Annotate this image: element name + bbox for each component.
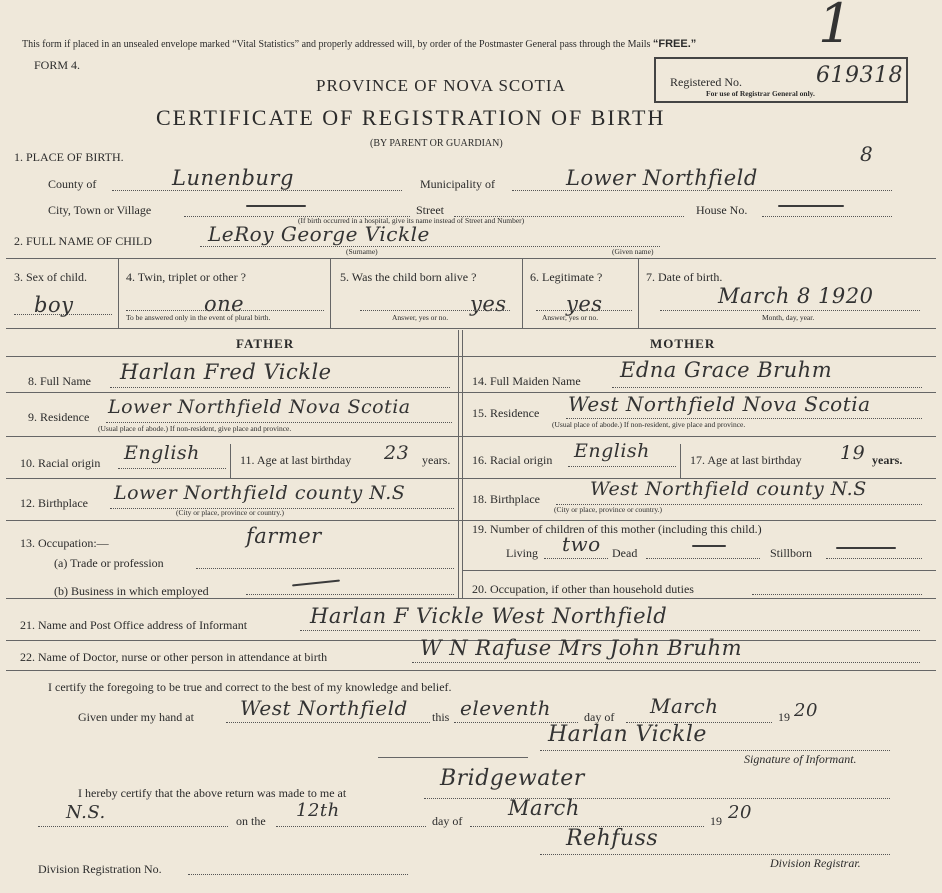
- month-value: March: [650, 694, 719, 718]
- county-label: County of: [48, 177, 97, 191]
- father-name-value: Harlan Fred Vickle: [120, 360, 332, 384]
- mother-name-value: Edna Grace Bruhm: [620, 358, 833, 382]
- municipality-label: Municipality of: [420, 177, 495, 191]
- born-alive-label: 5. Was the child born alive ?: [340, 270, 477, 284]
- father-heading: FATHER: [236, 336, 295, 351]
- mother-age-value: 19: [840, 442, 866, 464]
- registrar-place-value: Bridgewater: [440, 766, 585, 791]
- postal-notice: [22, 38, 696, 50]
- hospital-note: (If birth occurred in a hospital, give its name instead of Street and Number): [298, 216, 525, 225]
- this-label: this: [432, 710, 450, 724]
- twin-value: one: [204, 292, 245, 316]
- sex-value: boy: [34, 293, 74, 317]
- province-heading: PROVINCE OF NOVA SCOTIA: [316, 76, 566, 95]
- corner-mark: 1: [818, 0, 853, 55]
- form-number: FORM 4.: [34, 58, 81, 72]
- corner-number: 8: [860, 142, 874, 166]
- mother-racial-label: 16. Racial origin: [472, 453, 553, 467]
- child-name-value: LeRoy George Vickle: [208, 222, 430, 246]
- father-residence-label: 9. Residence: [28, 410, 90, 424]
- father-age-label: 11. Age at last birthday: [240, 453, 352, 467]
- father-occupation-label: 13. Occupation:—: [20, 536, 109, 550]
- business-label: (b) Business in which employed: [54, 584, 209, 598]
- father-residence-value: Lower Northfield Nova Scotia: [108, 396, 411, 418]
- mother-residence-note: (Usual place of abode.) If non-resident, give place and province.: [552, 420, 746, 429]
- year-prefix: 19: [778, 710, 790, 724]
- registrar-year-prefix: 19: [710, 814, 722, 828]
- registrar-certify-text: I hereby certify that the above return was made to me at: [78, 786, 347, 800]
- division-registration-label: Division Registration No.: [38, 862, 162, 876]
- division-registrar-label: Division Registrar.: [770, 856, 861, 870]
- place-of-birth-label: 1. PLACE OF BIRTH.: [14, 150, 124, 164]
- registrar-day-value: 12th: [296, 800, 340, 821]
- registrar-year-value: 20: [728, 802, 752, 823]
- certificate-title: CERTIFICATE OF REGISTRATION OF BIRTH: [156, 105, 666, 130]
- informant-value: Harlan F Vickle West Northfield: [310, 604, 668, 628]
- mother-birthplace-value: West Northfield county N.S: [590, 478, 867, 500]
- on-the-label: on the: [236, 814, 266, 828]
- registered-number: 619318: [816, 63, 903, 88]
- born-alive-note: Answer, yes or no.: [392, 313, 449, 322]
- living-value: two: [562, 532, 601, 556]
- mother-racial-value: English: [574, 440, 650, 462]
- twin-label: 4. Twin, triplet or other ?: [126, 270, 246, 284]
- sex-label: 3. Sex of child.: [14, 270, 87, 284]
- father-occupation-value: farmer: [246, 524, 322, 548]
- this-day-value: eleventh: [460, 696, 552, 720]
- mother-years-label: years.: [872, 453, 903, 467]
- registered-box: [654, 57, 908, 103]
- mother-occupation-label: 20. Occupation, if other than household duties: [472, 582, 694, 596]
- signature-of-informant-label: Signature of Informant.: [744, 752, 857, 766]
- informant-label: 21. Name and Post Office address of Informant: [20, 618, 248, 632]
- dead-label: Dead: [612, 546, 638, 560]
- mother-residence-label: 15. Residence: [472, 406, 540, 420]
- date-of-birth-note: Month, day, year.: [762, 313, 815, 322]
- legitimate-note: Answer, yes or no.: [542, 313, 599, 322]
- registrar-use-note: For use of Registrar General only.: [706, 89, 815, 98]
- doctor-label: 22. Name of Doctor, nurse or other person in attendance at birth: [20, 650, 328, 664]
- date-of-birth-value: March 8 1920: [718, 284, 874, 308]
- born-alive-value: yes: [470, 292, 507, 316]
- father-age-value: 23: [384, 442, 410, 464]
- registrar-month-value: March: [508, 796, 580, 820]
- twin-note: To be answered only in the event of plural birth.: [126, 313, 271, 322]
- county-value: Lunenburg: [172, 166, 294, 190]
- father-name-label: 8. Full Name: [28, 374, 91, 388]
- mother-heading: MOTHER: [650, 336, 716, 351]
- house-number-label: House No.: [696, 203, 748, 217]
- municipality-value: Lower Northfield: [566, 166, 758, 190]
- father-residence-note: (Usual place of abode.) If non-resident, give place and province.: [98, 424, 292, 433]
- registered-label: Registered No.: [670, 75, 742, 89]
- mother-birthplace-note: (City or place, province or country.): [554, 505, 663, 514]
- city-label: City, Town or Village: [48, 203, 152, 217]
- father-years-label: years.: [422, 453, 451, 467]
- street-label: Street: [416, 203, 444, 217]
- father-racial-value: English: [124, 442, 200, 464]
- mother-birthplace-label: 18. Birthplace: [472, 492, 540, 506]
- legitimate-value: yes: [566, 292, 603, 316]
- doctor-value: W N Rafuse Mrs John Bruhm: [420, 636, 743, 660]
- father-birthplace-value: Lower Northfield county N.S: [114, 482, 406, 504]
- free-label: “FREE.”: [652, 38, 697, 50]
- registrar-signature-value: Rehfuss: [566, 826, 659, 851]
- date-of-birth-label: 7. Date of birth.: [646, 270, 723, 284]
- year-value: 20: [794, 700, 818, 721]
- legitimate-label: 6. Legitimate ?: [530, 270, 603, 284]
- father-birthplace-label: 12. Birthplace: [20, 496, 88, 510]
- full-name-of-child-label: 2. FULL NAME OF CHILD: [14, 234, 152, 248]
- living-label: Living: [506, 546, 538, 560]
- surname-note: (Surname): [346, 247, 378, 256]
- trade-label: (a) Trade or profession: [54, 556, 164, 570]
- stillborn-label: Stillborn: [770, 546, 813, 560]
- postal-notice-text: This form if placed in an unsealed envelope marked “Vital Statistics” and properly addressed will, by order of the Postmaster General pass through the Mails: [22, 39, 651, 50]
- father-racial-label: 10. Racial origin: [20, 456, 101, 470]
- registrar-day-of-label: day of: [432, 814, 463, 828]
- mother-name-label: 14. Full Maiden Name: [472, 374, 581, 388]
- certificate-subtitle: (BY PARENT OR GUARDIAN): [370, 138, 503, 149]
- mother-age-label: 17. Age at last birthday: [690, 453, 802, 467]
- father-birthplace-note: (City or place, province or country.): [176, 508, 285, 517]
- given-under-label: Given under my hand at: [78, 710, 194, 724]
- mother-residence-value: West Northfield Nova Scotia: [568, 392, 871, 416]
- informant-signature-value: Harlan Vickle: [548, 722, 707, 747]
- registrar-place2-value: N.S.: [66, 802, 106, 823]
- certify-text: I certify the foregoing to be true and correct to the best of my knowledge and belief.: [48, 680, 452, 694]
- day-of-label: day of: [584, 710, 615, 724]
- given-place-value: West Northfield: [240, 696, 408, 720]
- given-name-note: (Given name): [612, 247, 654, 256]
- children-count-label: 19. Number of children of this mother (including this child.): [472, 522, 762, 536]
